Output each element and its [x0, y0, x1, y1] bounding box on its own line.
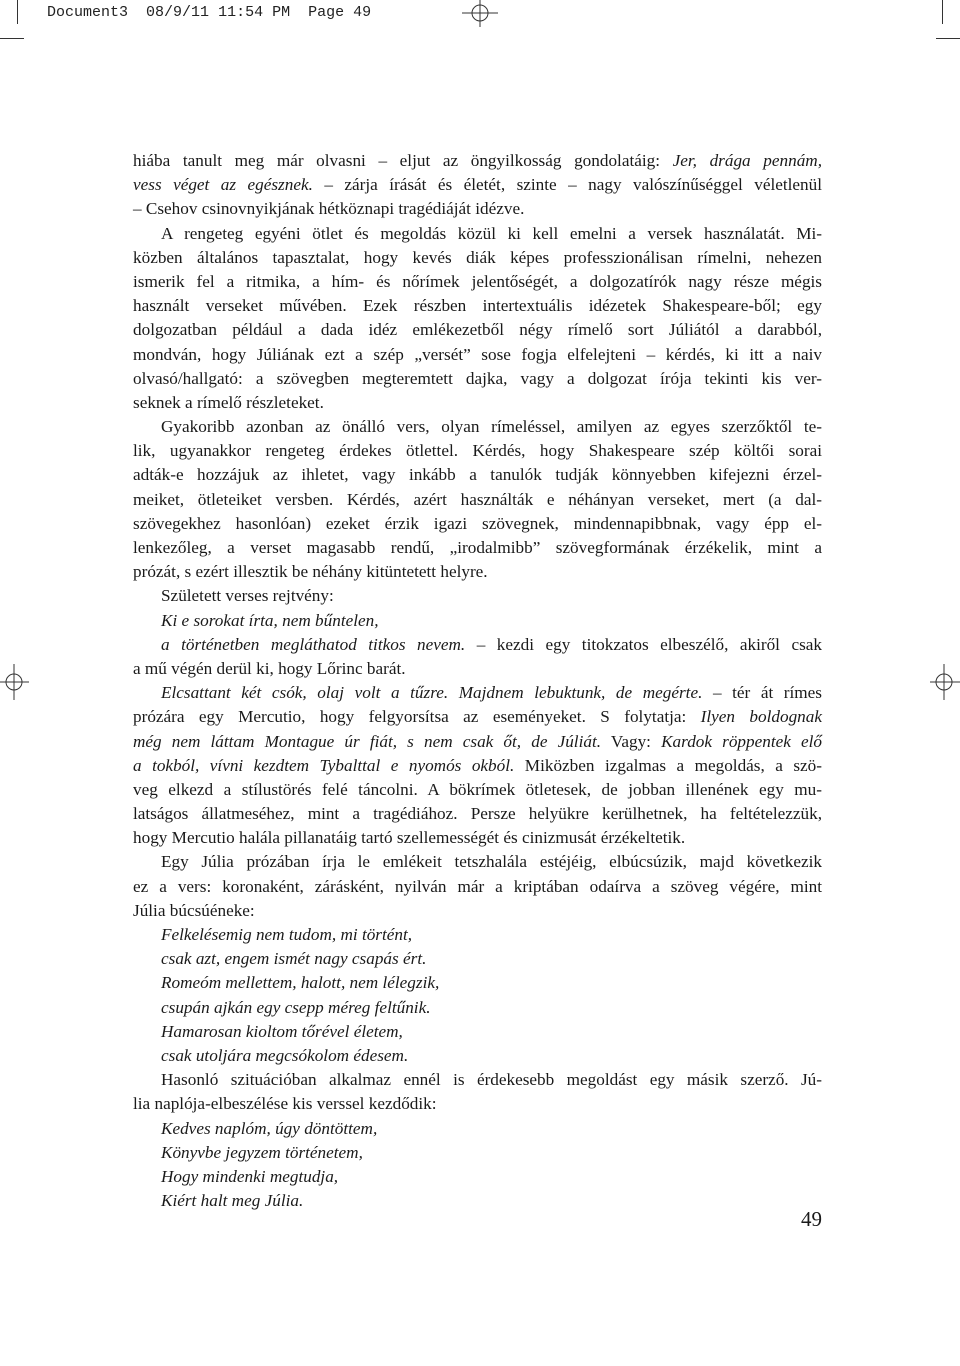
text-line — [133, 778, 822, 802]
text-line — [133, 415, 822, 439]
text-span: hiába tanult meg már olvasni – eljut az öngyilkosság gondolatáig: — [133, 151, 673, 170]
print-slug — [47, 4, 371, 21]
text-line — [133, 391, 822, 415]
text-span: lik, ugyanakkor rengeteg érdekes ötlettel. Kérdés, hogy Shakespeare szép költői sorai — [133, 441, 822, 461]
text-line — [133, 1020, 822, 1044]
text-span: latságos állatmeséhez, mint a tragédiához. Persze helyükre kerülhetnek, ha feltételezzük, — [133, 804, 822, 824]
italic-text: még nem láttam Montague úr fiát, s nem csak őt, de Júliát. — [133, 731, 602, 751]
text-line — [133, 730, 822, 754]
text-line — [133, 367, 822, 391]
italic-text: a tokból, vívni kezdtem Tybalttal e nyomós okból. — [133, 755, 515, 775]
text-line — [133, 149, 822, 173]
text-line — [133, 1117, 822, 1141]
italic-text: Ki e sorokat írta, nem bűntelen, — [161, 610, 379, 630]
italic-text: csak azt, engem ismét nagy csapás ért. — [161, 949, 427, 969]
text-span: mondván, hogy Júliának ezt a szép „versét” sose fogja elfelejteni – kérdés, ki itt a naiv — [133, 344, 822, 364]
text-line — [133, 681, 822, 705]
text-span: A rengeteg egyéni ötlet és megoldás közül ki kell emelni a versek használatát. Mi- — [161, 223, 822, 243]
text-line — [133, 657, 822, 681]
italic-text: Elcsattant két csók, olaj volt a tűzre. Majdnem lebuktunk, de megérte. — [161, 683, 703, 703]
text-line — [133, 584, 822, 608]
text-line — [133, 439, 822, 463]
text-span: – tér át rímes — [702, 683, 822, 703]
text-line — [133, 802, 822, 826]
italic-text: Ilyen boldognak — [700, 707, 822, 727]
text-span: olvasó/hallgató: a szövegben megteremtett dajka, vagy a dolgozat írója tekinti kis ver- — [133, 368, 822, 388]
italic-text: Hogy mindenki megtudja, — [161, 1166, 339, 1186]
italic-text: Kardok röppentek elő — [661, 731, 823, 751]
text-line — [133, 294, 822, 318]
text-line — [133, 560, 822, 584]
italic-text: Jer, drága pennám, — [672, 151, 822, 170]
text-line — [133, 754, 822, 778]
slug-doc: Document3 — [47, 4, 129, 21]
text-span: Született verses rejtvény: — [161, 586, 334, 606]
text-line — [133, 971, 822, 995]
text-span: prózára egy Mercutio, hogy felgyorsítsa az eseményeket. S folytatja: — [133, 707, 701, 727]
italic-text: Könyvbe jegyzem történetem, — [161, 1142, 363, 1162]
text-line — [133, 222, 822, 246]
text-line — [133, 512, 822, 536]
page-number: 49 — [801, 1207, 822, 1231]
italic-text: csupán ajkán egy csepp méreg feltűnik. — [161, 997, 431, 1017]
italic-text: Hamarosan kioltom tőrével életem, — [161, 1021, 403, 1041]
crop-mark — [936, 38, 960, 39]
text-span: – zárja írását és életét, szinte – nagy valószínűséggel véletlenül — [312, 175, 822, 195]
body-text — [133, 149, 822, 1213]
text-line — [133, 899, 822, 923]
text-span: lia naplója-elbeszélése kis verssel kezdődik: — [133, 1094, 437, 1114]
text-span: Júlia búcsúéneke: — [133, 900, 255, 920]
text-span: Vagy: — [601, 731, 662, 751]
text-span: Egy Júlia prózában írja le emlékeit tetszhalála estéjéig, elbúcsúzik, majd következik — [161, 852, 822, 872]
text-line — [133, 343, 822, 367]
text-line — [133, 1189, 822, 1213]
text-line — [133, 173, 822, 197]
text-line — [133, 1165, 822, 1189]
text-span: seknek a rímelő részleteket. — [133, 392, 324, 412]
text-line — [133, 850, 822, 874]
text-span: veg elkezd a stílustörés felé táncolni. A bökrímek ötletesek, de jobban illenének egy mu- — [133, 779, 822, 799]
text-line — [133, 197, 822, 221]
text-line — [133, 996, 822, 1020]
text-line — [133, 1092, 822, 1116]
text-line — [133, 536, 822, 560]
text-span: prózát, s ezért illesztik be néhány kitüntetett helyre. — [133, 562, 488, 582]
text-line — [133, 705, 822, 729]
text-line — [133, 1044, 822, 1068]
text-line — [133, 826, 822, 850]
italic-text: Felkelésemig nem tudom, mi történt, — [161, 925, 413, 944]
text-line — [133, 246, 822, 270]
text-span: szövegekhez hasonlóan) ezeket érzik igazi szövegnek, mindennapibbnak, vagy épp el- — [133, 513, 822, 533]
text-line — [133, 463, 822, 487]
slug-date: 08/9/11 — [146, 4, 210, 21]
italic-text: a történetben megláthatod titkos nevem. — [161, 634, 466, 654]
text-span: a mű végén derül ki, hogy Lőrinc barát. — [133, 658, 406, 678]
text-span: hogy Mercutio halála pillanatáig tartó szellemességét és cinizmusát érzékeltetik. — [133, 828, 686, 848]
crop-mark — [0, 38, 24, 39]
text-line — [133, 947, 822, 971]
text-line — [133, 875, 822, 899]
text-line — [133, 270, 822, 294]
text-span: Miközben izgalmas a megoldás, a szö- — [514, 755, 822, 775]
text-span: lenkezőleg, a verset magasabb rendű, „irodalmibb” szövegformának érzékelik, mint a — [133, 538, 822, 557]
italic-text: Kedves naplóm, úgy döntöttem, — [161, 1118, 378, 1138]
text-span: dolgozatban például a dada idéz emlékezetből négy rímelő sort Júliától a darabból, — [133, 320, 822, 340]
registration-mark-icon — [928, 662, 960, 702]
text-span: – kezdi egy titokzatos elbeszélő, akiről csak — [465, 634, 822, 654]
text-span: közben általános tapasztalat, hogy kevés diák képes professzionálisan rímelni, nehezen — [133, 247, 822, 267]
text-span: használt verseket művében. Ezek részben intertextuális idézetek Shakespeare-ből; egy — [133, 296, 822, 316]
text-line — [133, 609, 822, 633]
text-span: Hasonló szituációban alkalmaz ennél is érdekesebb megoldást egy másik szerző. Jú- — [161, 1070, 822, 1090]
registration-mark-icon — [460, 0, 500, 28]
crop-mark — [17, 0, 18, 24]
crop-mark — [942, 0, 943, 24]
text-line — [133, 318, 822, 342]
text-line — [133, 1141, 822, 1165]
text-span: ez a vers: koronaként, zárásként, nyilván már a kriptában odaírva a szöveg végére, mint — [133, 876, 822, 896]
text-span: ismerik fel a ritmika, a hím- és nőrímek jelentőségét, a dolgozatírók nagy része mégis — [133, 271, 822, 291]
text-line — [133, 633, 822, 657]
text-line — [133, 1068, 822, 1092]
slug-time: 11:54 PM — [218, 4, 291, 21]
registration-mark-icon — [0, 662, 30, 702]
text-line — [133, 488, 822, 512]
text-span: Gyakoribb azonban az önálló vers, olyan rímeléssel, amilyen az egyes szerzőktől te- — [161, 417, 822, 437]
italic-text: vess véget az egésznek. — [133, 175, 313, 195]
text-line — [133, 923, 822, 947]
italic-text: Kiért halt meg Júlia. — [161, 1191, 304, 1211]
text-span: – Csehov csinovnyikjának hétköznapi tragédiáját idézve. — [133, 199, 525, 219]
slug-page: Page 49 — [308, 4, 372, 21]
italic-text: csak utoljára megcsókolom édesem. — [161, 1045, 409, 1065]
text-span: meiket, ötleteiket versben. Kérdés, azért használták e néhányan verseket, mert (a dal- — [133, 489, 822, 509]
italic-text: Romeóm mellettem, halott, nem lélegzik, — [161, 973, 440, 993]
text-span: adták-e hozzájuk az ihletet, vagy inkább a tanulók tudják könnyebben kifejezni érzel- — [133, 465, 822, 485]
